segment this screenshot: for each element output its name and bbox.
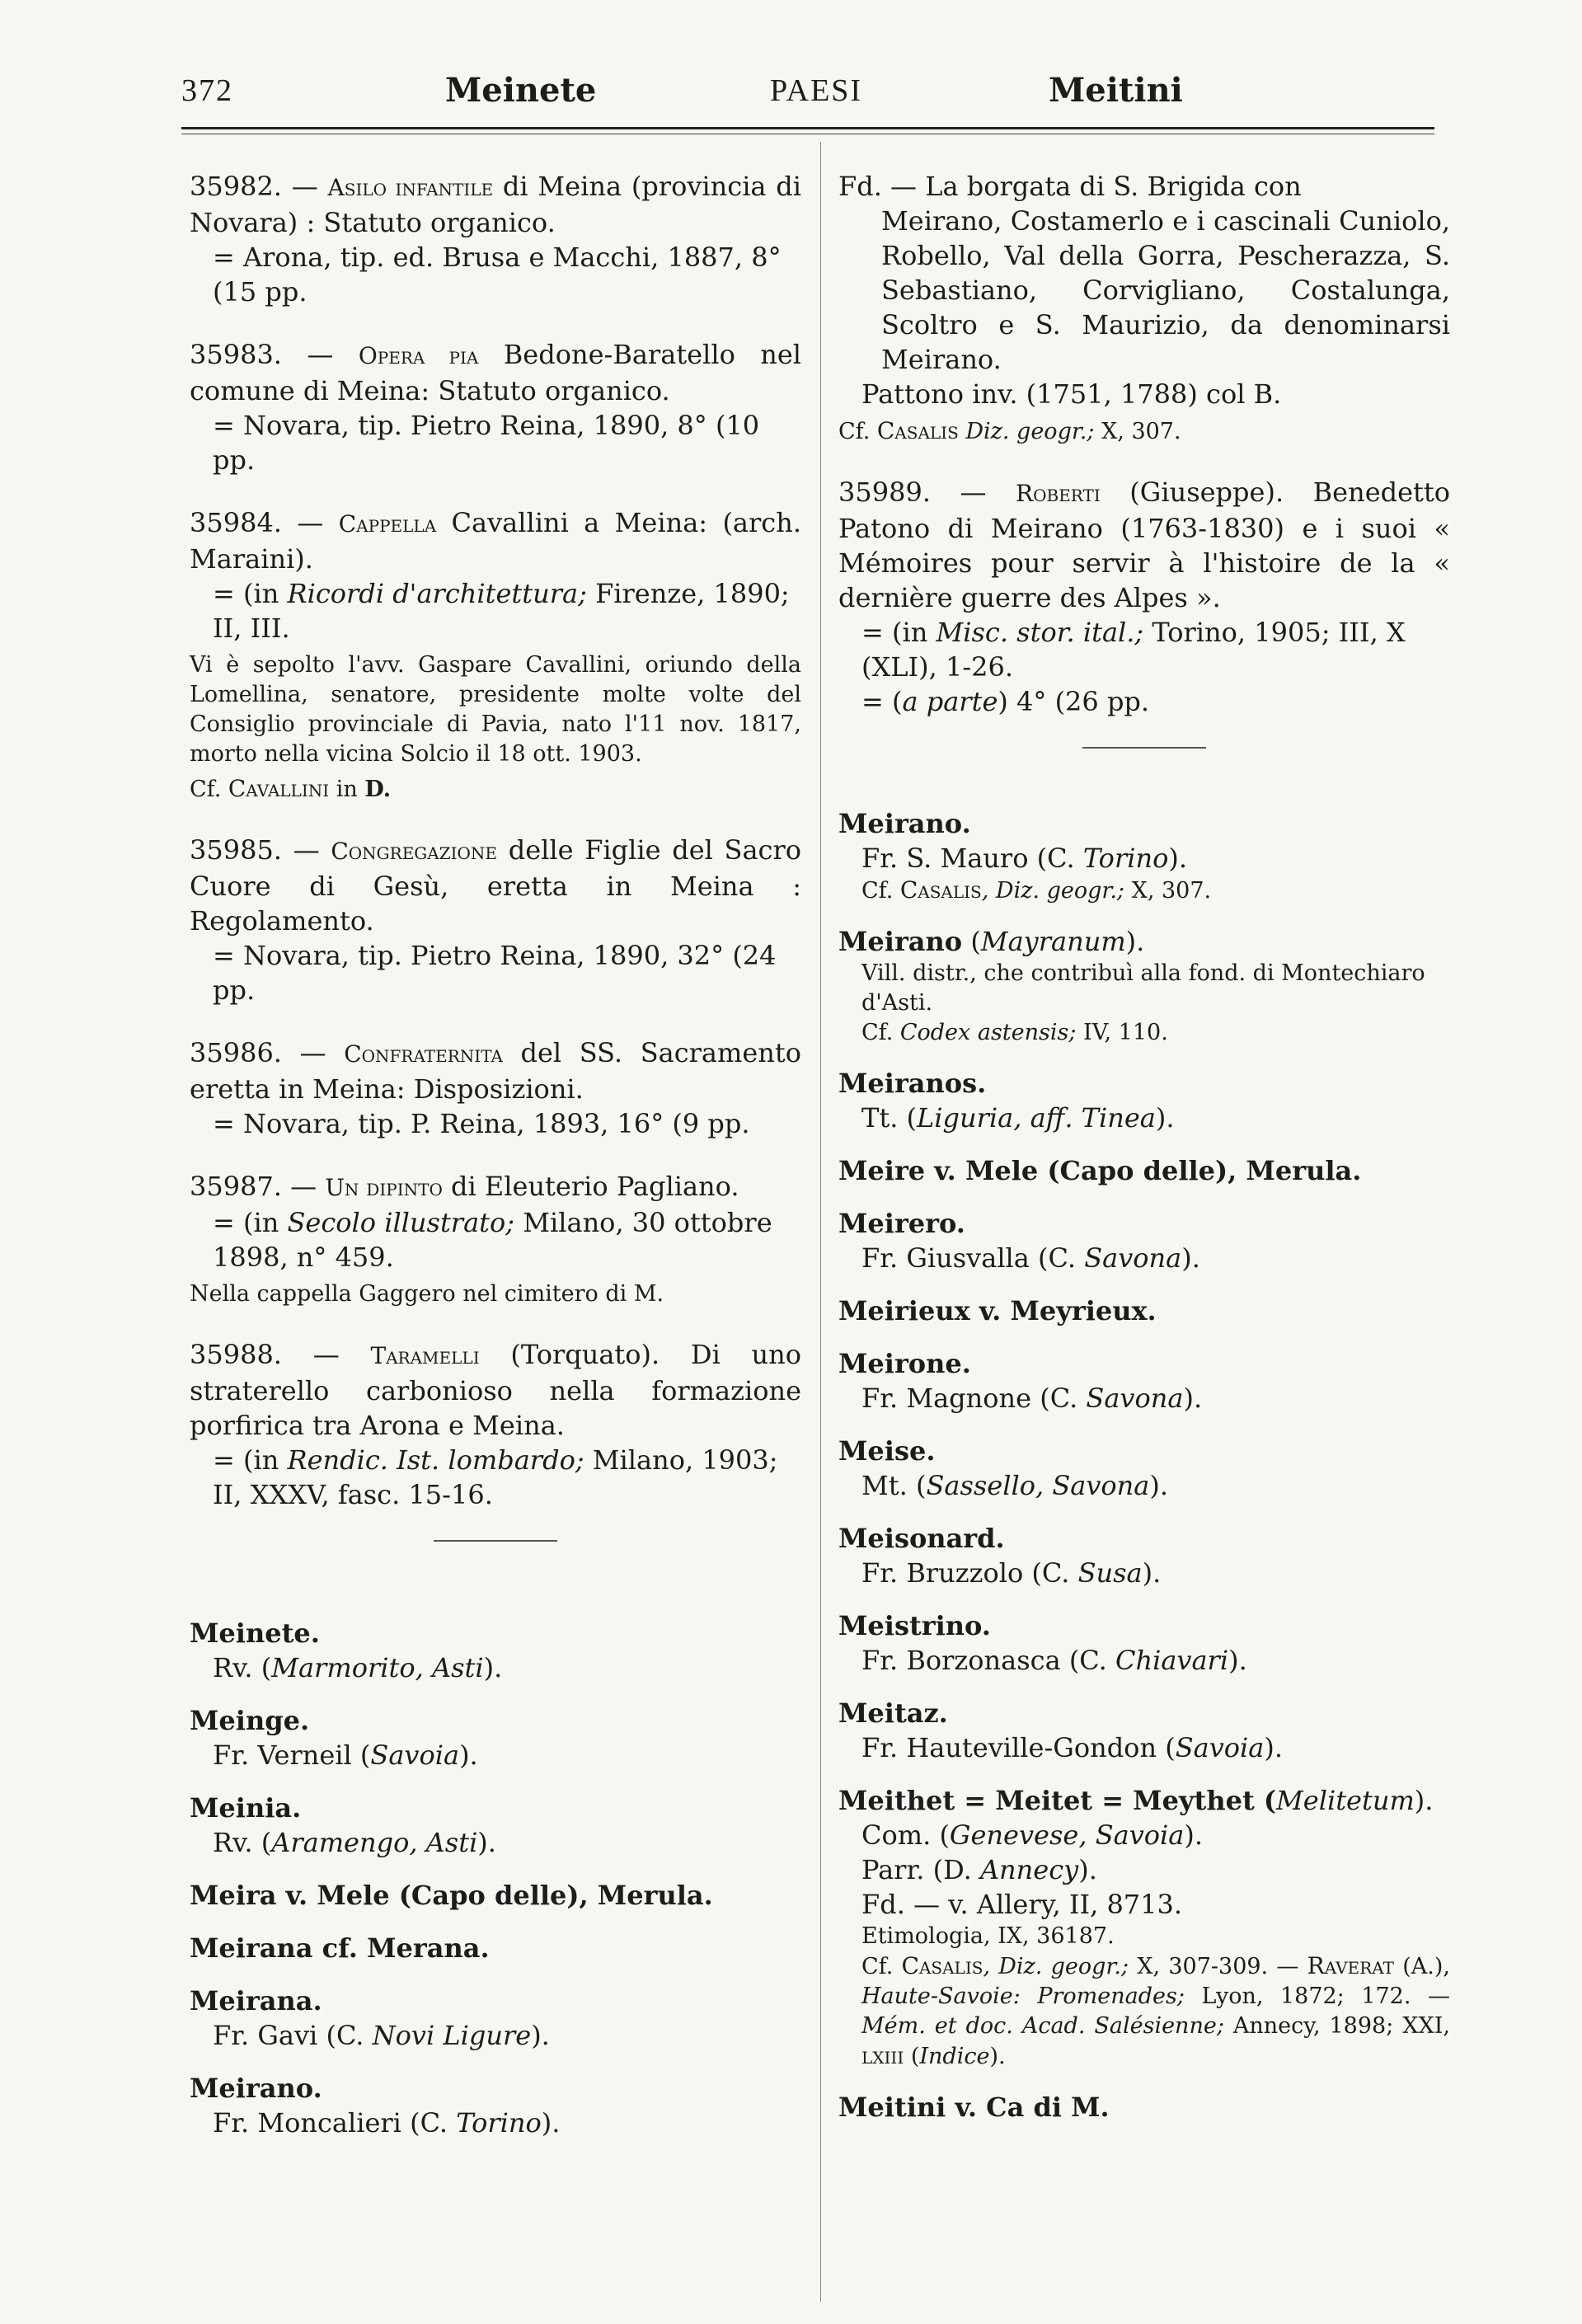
entry-note: Vi è sepolto l'avv. Gaspare Cavallini, oriundo della Lomellina, senatore, presidente molte volte del Consiglio provinciale di Pavia, nato l'11 nov. 1817, morto nella vicina Solcio il 18 ott. 1903. [190, 652, 801, 767]
open-paren: ( [904, 2044, 920, 2069]
entry-number: 35983. [190, 339, 282, 370]
entry-number: 35986. [190, 1037, 282, 1068]
entry-title: (Giuseppe). Benedetto Patono di Meirano (1763-1830) e i suoi « Mémoires pour servir à l'histoire de la « dernière guerre des Alpes ». [838, 477, 1451, 613]
place-meirano-moncalieri [190, 2071, 801, 2140]
place-detail [190, 1738, 801, 1772]
place-title: Meisonard. [838, 1523, 1005, 1554]
cf-author: Cavallini [228, 775, 330, 802]
place-meira [190, 1878, 801, 1913]
entry-35983 [190, 337, 801, 477]
entry-author: Confraternita [344, 1040, 503, 1068]
cf-index: Indice [919, 2044, 990, 2069]
place-meithet [838, 1783, 1450, 2072]
entry-text [190, 1035, 801, 1106]
place-crossref [838, 1951, 1450, 2072]
close-paren: ). [1183, 1383, 1203, 1414]
place-location: Aramengo, Asti [271, 1827, 478, 1858]
entry-imprint-offprint [838, 684, 1450, 719]
place-type: Fr. Bruzzolo (C. [861, 1557, 1078, 1589]
place-title: Meirieux v. Meyrieux. [838, 1295, 1157, 1326]
cf-ref: X, 307. [1101, 419, 1181, 444]
latin-name: Melitetum [1276, 1785, 1415, 1816]
place-detail [190, 1650, 801, 1685]
offprint-label: a parte [902, 686, 998, 717]
entry-imprint: = Novara, tip. P. Reina, 1893, 16° (9 pp. [213, 1108, 750, 1139]
place-crossref [838, 876, 1450, 906]
place-location: Savona [1086, 1383, 1184, 1414]
entry-author: Taramelli [370, 1342, 480, 1369]
dash: — [312, 1339, 340, 1370]
place-crossref [838, 1018, 1450, 1048]
entry-author: Un dipinto [325, 1174, 443, 1201]
entry-text [190, 337, 801, 408]
place-detail [190, 2018, 801, 2053]
place-location: Chiavari [1115, 1645, 1229, 1676]
dash: — [290, 1171, 317, 1202]
place-title: Meiranos. [838, 1068, 987, 1099]
close-paren: ). [483, 1652, 503, 1683]
cf-text: in [336, 777, 358, 802]
imprint-details: Torino, 1905; III, X (XLI), 1-26. [861, 617, 1406, 683]
close-paren: ). [1264, 1732, 1284, 1763]
place-title: Meinge. [190, 1705, 310, 1736]
imprint-details: ) 4° (26 pp. [998, 686, 1150, 717]
fd-body: Meirano, Costamerlo e i cascinali Cuniolo, Robello, Val della Gorra, Pescherazza, S. Sebastiano, Corvigliano, Costalunga, Scoltro e S. Maurizio, da denominarsi Meirano. [881, 205, 1450, 375]
cf-ref: IV, 110. [1076, 1020, 1168, 1045]
cf-ref: Lyon, 1872; 172. — [1184, 1984, 1450, 2009]
entry-imprint [838, 615, 1450, 684]
place-detail [838, 1643, 1450, 1678]
imprint-prefix: = (in [213, 1444, 279, 1476]
place-type: Fr. Gavi (C. [213, 2020, 373, 2051]
page-number: 372 [181, 73, 233, 108]
cf-work: Mém. et doc. Acad. Salésienne; [861, 2013, 1224, 2039]
entry-text [190, 833, 801, 938]
entry-title: del SS. Sacramento eretta in Meina: Disposizioni. [190, 1037, 801, 1105]
place-meise [838, 1434, 1450, 1503]
imprint-details: Firenze, 1890; II, III. [213, 578, 790, 644]
right-column [838, 169, 1450, 2143]
entry-imprint [190, 576, 801, 646]
header-right-word: Meitini [1049, 71, 1183, 110]
entry-35986 [190, 1035, 801, 1141]
entry-text [190, 1337, 801, 1443]
fd-crossref [838, 416, 1450, 447]
entry-number: 35985. [190, 834, 282, 866]
place-title: Meitaz. [838, 1697, 948, 1729]
place-title: Meistrino. [838, 1610, 991, 1641]
close-paren: ). [1155, 1102, 1175, 1134]
open-paren: ( [970, 926, 981, 957]
cf-target: D. [364, 777, 392, 802]
cf-ref: X, 307-309. — [1129, 1954, 1307, 1979]
entry-number: 35989. [838, 477, 931, 508]
place-location: Novi Ligure [372, 2020, 532, 2051]
close-paren: ). [477, 1827, 496, 1858]
close-paren: ). [1125, 926, 1145, 957]
place-meitaz [838, 1696, 1450, 1765]
place-note: Vill. distr., che contribuì alla fond. di Montechiaro d'Asti. [861, 960, 1425, 1016]
place-title-word: Meithet = Meitet = Meythet ( [838, 1785, 1277, 1816]
place-meirano-s-mauro [838, 806, 1450, 906]
place-type: Rv. ( [213, 1827, 272, 1858]
cf-work: Codex astensis; [899, 1020, 1077, 1045]
dash: — [297, 507, 324, 538]
place-location: Genevese, Savoia [949, 1819, 1185, 1851]
place-meitini [838, 2090, 1450, 2124]
imprint-prefix: = (in [213, 578, 279, 609]
cf-label: Cf. [190, 777, 222, 802]
cf-page: lxiii [861, 2042, 904, 2069]
entry-number: 35988. [190, 1339, 282, 1370]
place-detail [838, 1381, 1450, 1416]
place-type: Mt. ( [861, 1470, 927, 1501]
place-title: Meinete. [190, 1617, 320, 1649]
entry-title: Bedone-Baratello nel comune di Meina: Statuto organico. [190, 339, 802, 406]
place-type: Tt. ( [861, 1102, 918, 1134]
place-type: Parr. (D. [861, 1854, 980, 1885]
dash: — [299, 1037, 326, 1068]
place-detail [838, 1468, 1450, 1503]
place-detail [838, 1241, 1450, 1275]
place-meinete [190, 1616, 801, 1685]
entry-number: 35987. [190, 1171, 282, 1202]
place-com [838, 1818, 1450, 1852]
section-divider [1082, 747, 1206, 749]
fd-line: Fd. — La borgata di S. Brigida con [838, 171, 1302, 202]
close-paren: ). [1078, 1854, 1097, 1885]
place-title: Meirano. [838, 808, 971, 839]
entry-number: 35984. [190, 507, 282, 538]
place-title: Meise. [838, 1435, 936, 1467]
entry-note: Nella cappella Gaggero nel cimitero di M. [190, 1281, 664, 1307]
place-type: Fr. S. Mauro (C. [861, 843, 1083, 874]
place-parr [838, 1852, 1450, 1887]
place-title: Meirero. [838, 1208, 965, 1239]
place-title: Meirana cf. Merana. [190, 1932, 490, 1964]
cf-author: Raverat [1307, 1952, 1394, 1979]
journal-title: Rendic. Ist. lombardo; [287, 1444, 584, 1476]
place-fd: Fd. — v. Allery, II, 8713. [861, 1889, 1183, 1920]
place-detail [838, 1101, 1450, 1135]
header-rule-thick [181, 127, 1434, 129]
imprint-prefix: = (in [861, 617, 928, 648]
place-location: Torino [456, 2107, 542, 2139]
imprint-prefix: = ( [861, 686, 903, 717]
entry-author: Congregazione [331, 838, 498, 865]
close-paren: ). [1228, 1645, 1247, 1676]
place-detail [838, 841, 1450, 876]
left-column [190, 169, 801, 2158]
entry-author: Roberti [1016, 480, 1101, 507]
cf-label: Cf. [861, 1954, 902, 1979]
section-divider [434, 1540, 557, 1542]
place-meirero [838, 1206, 1450, 1275]
entry-author: Asilo infantile [327, 174, 494, 201]
place-location: Savona [1084, 1242, 1182, 1274]
header-left-word: Meinete [445, 71, 597, 110]
entry-text [190, 169, 801, 240]
dash: — [293, 834, 320, 866]
imprint-prefix: = (in [213, 1207, 279, 1238]
cf-text: (A.), [1393, 1954, 1450, 1979]
place-meinia [190, 1791, 801, 1860]
cf-author: Casalis [876, 417, 959, 444]
place-detail [190, 2106, 801, 2140]
entry-fd-meirano [838, 169, 1450, 447]
place-title [838, 924, 1450, 959]
place-type: Fr. Giusvalla (C. [861, 1242, 1085, 1274]
place-meirieux [838, 1293, 1450, 1328]
entry-35989 [838, 475, 1450, 719]
entry-title: (Torquato). Di uno straterello carbonioso nella formazione porfirica tra Arona e Meina. [190, 1339, 802, 1441]
entry-35982 [190, 169, 801, 309]
place-type: Fr. Magnone (C. [861, 1383, 1087, 1414]
imprint-details: Milano, 1903; II, XXXV, fasc. 15-16. [213, 1444, 778, 1510]
place-type: Com. ( [861, 1819, 950, 1851]
close-paren: ). [531, 2020, 550, 2051]
place-location: Liguria, aff. Tinea [917, 1102, 1156, 1134]
place-detail [838, 1730, 1450, 1765]
entry-imprint: = Novara, tip. Pietro Reina, 1890, 32° (24 pp. [213, 940, 777, 1006]
journal-title: Secolo illustrato; [287, 1207, 515, 1238]
cf-work: Diz. geogr.; [965, 419, 1095, 444]
place-title [838, 1783, 1450, 1818]
place-title: Meirano. [190, 2073, 322, 2104]
latin-name: Mayranum [980, 926, 1126, 957]
close-paren: ). [1414, 1785, 1434, 1816]
close-paren: ). [459, 1739, 478, 1771]
place-location: Sassello, Savona [926, 1470, 1150, 1501]
entry-title: di Eleuterio Pagliano. [451, 1171, 739, 1202]
close-paren: ). [1168, 843, 1187, 874]
place-title: Meirone. [838, 1348, 971, 1379]
dash: — [960, 477, 987, 508]
place-meirone [838, 1346, 1450, 1416]
place-location: Torino [1082, 843, 1169, 874]
close-paren: ). [1181, 1242, 1200, 1274]
place-meirana [190, 1984, 801, 2053]
place-title: Meirana. [190, 1985, 322, 2016]
cf-work: , Diz. geogr.; [983, 1954, 1129, 1979]
cf-ref: X, 307. [1124, 878, 1212, 904]
place-meinge [190, 1703, 801, 1772]
cf-author: Casalis [899, 876, 982, 904]
entry-title: di Meina (provincia di Novara) : Statuto organico. [190, 171, 802, 238]
close-paren: ). [1142, 1557, 1162, 1589]
entry-35987 [190, 1169, 801, 1309]
place-meisonard [838, 1521, 1450, 1590]
dash: — [291, 171, 318, 202]
place-title-word: Meirano [838, 926, 963, 957]
entry-imprint [190, 1205, 801, 1275]
place-location: Savoia [370, 1739, 460, 1771]
entry-text [838, 475, 1450, 615]
entry-text [190, 1169, 801, 1205]
entry-crossref [190, 774, 801, 805]
journal-title: Ricordi d'architettura; [287, 578, 587, 609]
column-separator [820, 142, 821, 2302]
dash: — [307, 339, 334, 370]
entry-text [190, 505, 801, 576]
entry-author: Cappella [338, 510, 437, 538]
entry-35985 [190, 833, 801, 1007]
place-detail [838, 1556, 1450, 1590]
entry-number: 35982. [190, 171, 282, 202]
entry-imprint: = Novara, tip. Pietro Reina, 1890, 8° (10 pp. [213, 410, 760, 476]
entry-author: Opera pia [358, 342, 479, 369]
place-location: Marmorito, Asti [271, 1652, 484, 1683]
place-location: Susa [1077, 1557, 1143, 1589]
place-type: Fr. Moncalieri (C. [213, 2107, 457, 2139]
entry-title: delle Figlie del Sacro Cuore di Gesù, eretta in Meina : Regolamento. [190, 834, 802, 937]
entry-title: Cavallini a Meina: (arch. Maraini). [190, 507, 802, 575]
place-location: Savoia [1175, 1732, 1265, 1763]
place-title: Meinia. [190, 1792, 302, 1824]
place-title: Meitini v. Ca di M. [838, 2092, 1110, 2123]
entry-imprint [190, 1443, 801, 1512]
running-header [181, 68, 1360, 117]
cf-label: Cf. [861, 1020, 900, 1045]
place-title: Meira v. Mele (Capo delle), Merula. [190, 1880, 713, 1911]
place-meire [838, 1153, 1450, 1188]
place-meirano-mayranum [838, 924, 1450, 1048]
close-paren: ). [1149, 1470, 1168, 1501]
cf-ref: Annecy, 1898; XXI, [1223, 2013, 1450, 2039]
header-section-title: PAESI [770, 73, 863, 108]
place-etimologia: Etimologia, IX, 36187. [861, 1923, 1115, 1949]
close-paren: ). [541, 2107, 561, 2139]
place-meistrino [838, 1608, 1450, 1678]
close-paren: ). [1184, 1819, 1203, 1851]
cf-label: Cf. [861, 878, 900, 904]
imprint-details: Milano, 30 ottobre 1898, n° 459. [213, 1207, 772, 1273]
place-location: Annecy [979, 1854, 1079, 1885]
journal-title: Misc. stor. ital.; [936, 617, 1144, 648]
close-paren: ). [989, 2044, 1006, 2069]
place-title: Meire v. Mele (Capo delle), Merula. [838, 1155, 1362, 1186]
fd-pattono: Pattono inv. (1751, 1788) col B. [861, 378, 1282, 410]
cf-label: Cf. [838, 419, 871, 444]
place-detail [190, 1825, 801, 1860]
place-type: Fr. Hauteville-Gondon ( [861, 1732, 1176, 1763]
cf-work: , Diz. geogr.; [981, 878, 1125, 904]
cf-work: Haute-Savoie: Promenades; [861, 1984, 1185, 2009]
place-type: Fr. Borzonasca (C. [861, 1645, 1115, 1676]
place-type: Fr. Verneil ( [213, 1739, 371, 1771]
entry-35984 [190, 505, 801, 805]
cf-author: Casalis [901, 1952, 983, 1979]
place-meirana-cf [190, 1931, 801, 1965]
place-type: Rv. ( [213, 1652, 272, 1683]
entry-imprint: = Arona, tip. ed. Brusa e Macchi, 1887, 8° (15 pp. [213, 242, 782, 308]
entry-35988 [190, 1337, 801, 1512]
place-meiranos [838, 1066, 1450, 1135]
